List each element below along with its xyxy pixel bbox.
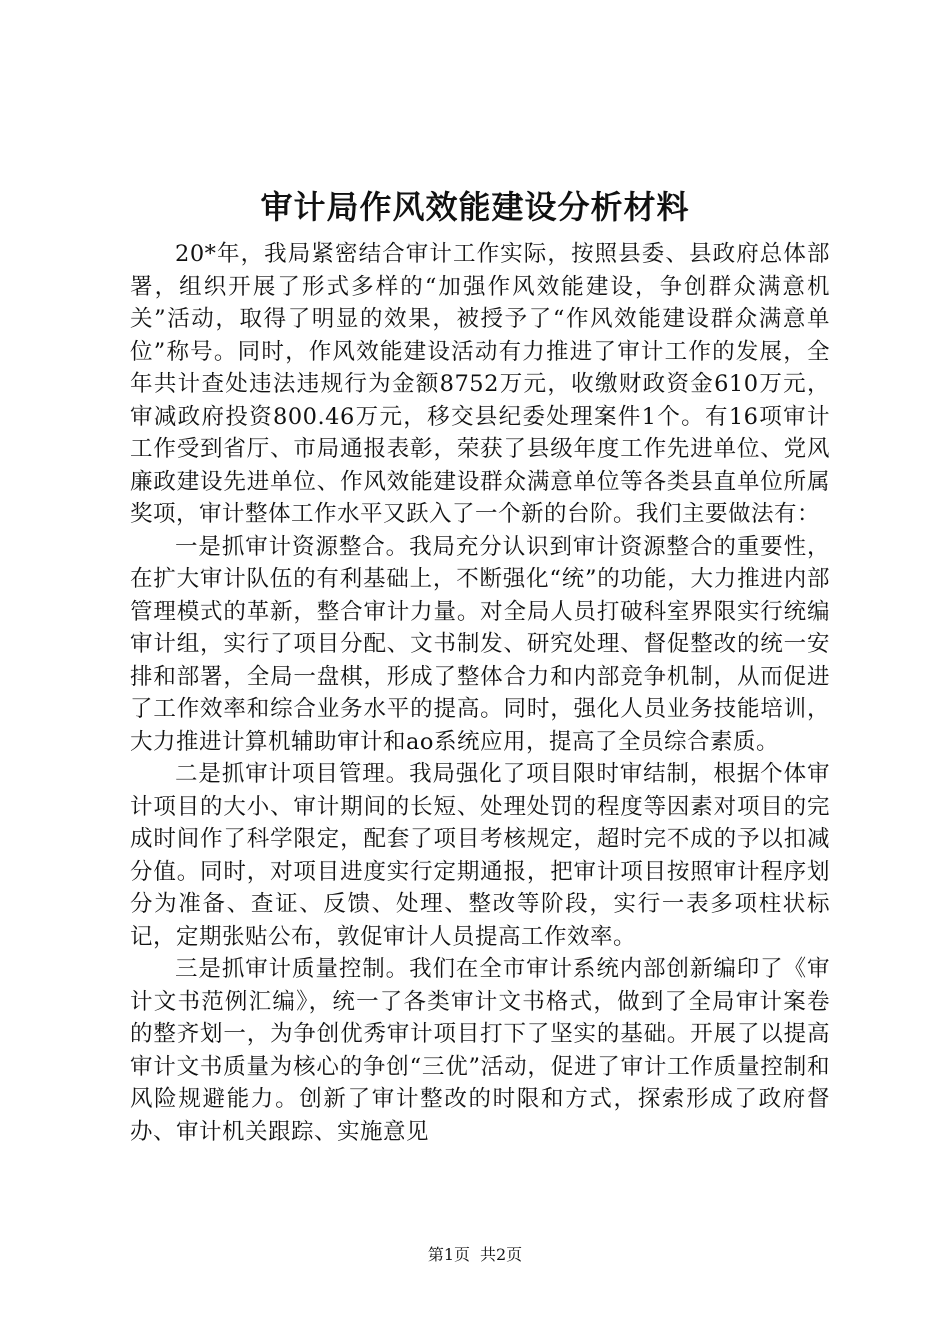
page-number-total: 共2页	[480, 1245, 523, 1264]
paragraph-project-management: 二是抓审计项目管理。我局强化了项目限时审结制，根据个体审计项目的大小、审计期间的长短、处理处罚的程度等因素对项目的完成时间作了科学限定，配套了项目考核规定，超时完不成的予以扣减分值。同时，对项目进度实行定期通报，把审计项目按照审计程序划分为准备、查证、反馈、处理、整改等阶段，实行一表多项柱状标记，定期张贴公布，敦促审计人员提高工作效率。	[130, 761, 830, 950]
document-body	[130, 238, 830, 1148]
page-number-current: 第1页	[427, 1245, 470, 1264]
paragraph-resource-integration: 一是抓审计资源整合。我局充分认识到审计资源整合的重要性，在扩大审计队伍的有利基础上，不断强化“统”的功能，大力推进内部管理模式的革新，整合审计力量。对全局人员打破科室界限实行统编审计组，实行了项目分配、文书制发、研究处理、督促整改的统一安排和部署，全局一盘棋，形成了整体合力和内部竞争机制，从而促进了工作效率和综合业务水平的提高。同时，强化人员业务技能培训，大力推进计算机辅助审计和ao系统应用，提高了全员综合素质。	[130, 533, 830, 755]
document-title: 审计局作风效能建设分析材料	[260, 188, 690, 226]
paragraph-quality-control: 三是抓审计质量控制。我们在全市审计系统内部创新编印了《审计文书范例汇编》，统一了各类审计文书格式，做到了全局审计案卷的整齐划一，为争创优秀审计项目打下了坚实的基础。开展了以提高审计文书质量为核心的争创“三优”活动，促进了审计工作质量控制和风险规避能力。创新了审计整改的时限和方式，探索形成了政府督办、审计机关跟踪、实施意见	[130, 956, 830, 1145]
page-footer	[0, 1244, 950, 1266]
paragraph-intro: 20*年，我局紧密结合审计工作实际，按照县委、县政府总体部署，组织开展了形式多样的“加强作风效能建设，争创群众满意机关”活动，取得了明显的效果，被授予了“作风效能建设群众满意单位”称号。同时，作风效能建设活动有力推进了审计工作的发展，全年共计查处违法违规行为金额8752万元，收缴财政资金610万元，审减政府投资800.46万元，移交县纪委处理案件1个。有16项审计工作受到省厅、市局通报表彰，荣获了县级年度工作先进单位、党风廉政建设先进单位、作风效能建设群众满意单位等各类县直单位所属奖项，审计整体工作水平又跃入了一个新的台阶。我们主要做法有：	[130, 241, 830, 527]
